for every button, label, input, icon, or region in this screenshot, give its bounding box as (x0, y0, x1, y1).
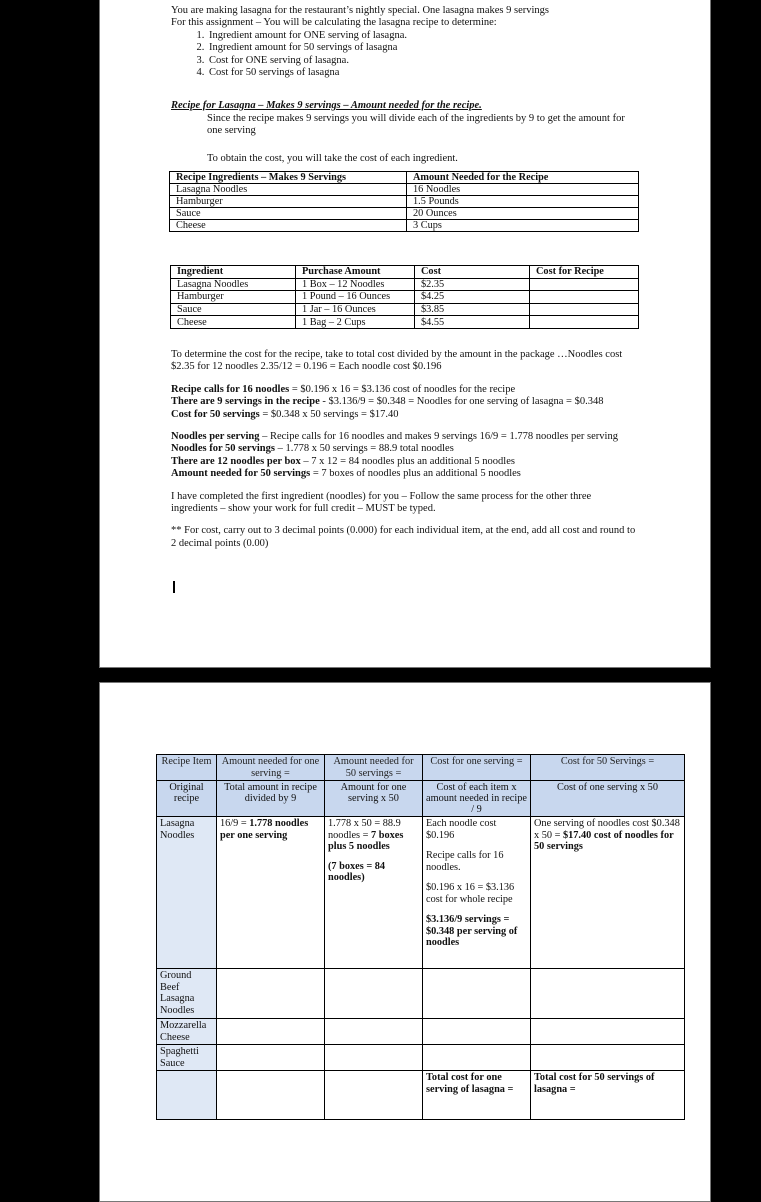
table-cell: 1 Jar – 16 Ounces (296, 303, 415, 316)
task-list-item: 3. Cost for ONE serving of lasagna. (207, 55, 641, 67)
text-line: Each noodle cost $0.196 (426, 818, 497, 841)
table-cell: $4.25 (415, 291, 530, 304)
text-span: - $3.136/9 = $0.348 = Noodles for one serving of lasagna = $0.348 (319, 396, 604, 408)
subheader-cell: Cost of one serving x 50 (531, 781, 685, 817)
bold-text: (7 boxes = 84 noodles) (328, 860, 386, 883)
table-row (170, 184, 639, 196)
bold-text: Noodles for 50 servings (171, 443, 275, 455)
table-cell: $2.35 (415, 278, 530, 291)
table-row (157, 969, 685, 1019)
table-header: Amount Needed for the Recipe (407, 172, 639, 184)
cost-fifty-servings-cell (531, 817, 685, 969)
bold-text: $17.40 cost of noodles for 50 servings (534, 829, 674, 852)
item-cell: Ground Beef Lasagna Noodles (157, 969, 217, 1019)
empty-cell[interactable] (423, 1019, 531, 1045)
table-cell: 1 Box – 12 Noodles (296, 278, 415, 291)
table-cell (530, 291, 639, 304)
intro-text (171, 5, 641, 79)
empty-cell[interactable] (325, 969, 423, 1019)
header-fifty-servings-amount (325, 755, 423, 781)
bold-text: 7 boxes plus 5 noodles (328, 829, 404, 852)
empty-cell[interactable] (217, 1019, 325, 1045)
subheader-cell: Total amount in recipe divided by 9 (217, 781, 325, 817)
table-row (157, 1019, 685, 1045)
item-cell: Spaghetti Sauce (157, 1045, 217, 1071)
text-span: – 7 x 12 = 84 noodles plus an additional 5 noodles (300, 455, 515, 467)
item-cell (157, 1071, 217, 1120)
intro-line-2: For this assignment – You will be calculating the lasagna recipe to determine: (171, 17, 497, 29)
text-line (171, 409, 636, 421)
table-subheader-row (157, 781, 685, 817)
table-cell: Cheese (171, 316, 296, 329)
text-span: One serving of noodles cost $0.348 x 50 = (534, 818, 680, 841)
text-line: Recipe calls for 16 noodles. (426, 850, 504, 873)
table-cell: 1.5 Pounds (407, 196, 639, 208)
header-text: Cost for one serving = (430, 756, 523, 767)
header-text: Amount needed for 50 servings = (333, 756, 414, 779)
table-cell: Lasagna Noodles (171, 278, 296, 291)
text-span: – Recipe calls for 16 noodles and makes 9 servings 16/9 = 1.778 noodles per serving (259, 431, 618, 443)
table-cell: Sauce (170, 208, 407, 220)
text-line (171, 431, 636, 443)
header-text: Amount needed for one serving = (221, 756, 320, 779)
cost-one-serving-cell (423, 817, 531, 969)
table-cell (530, 316, 639, 329)
table-cell: Sauce (171, 303, 296, 316)
total-fifty-servings-cell[interactable]: Total cost for 50 servings of lasagna = (531, 1071, 685, 1120)
empty-cell[interactable] (531, 1019, 685, 1045)
bold-text: Recipe calls for 16 noodles (171, 383, 290, 395)
table-cell: 3 Cups (407, 220, 639, 232)
empty-cell[interactable] (423, 1045, 531, 1071)
table-row (157, 1045, 685, 1071)
table-row (171, 303, 639, 316)
empty-cell[interactable] (217, 1045, 325, 1071)
subheader-cell: Original recipe (157, 781, 217, 817)
task-list-item: 2. Ingredient amount for 50 servings of lasagna (207, 42, 641, 54)
table-header: Cost (415, 266, 530, 279)
text-span: 16/9 = (220, 818, 250, 829)
text-line (171, 443, 636, 455)
total-one-serving-cell[interactable]: Total cost for one serving of lasagna = (423, 1071, 531, 1120)
recipe-note: Since the recipe makes 9 servings you will divide each of the ingredients by 9 to get the amount for one serving (207, 113, 625, 137)
paragraph-instructions: I have completed the first ingredient (noodles) for you – Follow the same process for the other three ingredients – show your work for full credit – MUST be typed. (171, 490, 592, 515)
table-cell: Hamburger (171, 291, 296, 304)
intro-line-1: You are making lasagna for the restaurant’s nightly special. One lasagna makes 9 servings (171, 5, 549, 16)
empty-cell[interactable] (325, 1071, 423, 1120)
item-cell: Lasagna Noodles (157, 817, 217, 969)
paragraph-noodle-cost: To determine the cost for the recipe, take to total cost divided by the amount in the package …Noodles cost $2.35 for 12 noodles 2.35/12 = 0.196 = Each noodle cost $0.196 (171, 349, 623, 373)
document-page-1 (99, 0, 711, 668)
table-row (170, 208, 639, 220)
paragraph-noodle-amounts (171, 431, 636, 481)
item-cell: Mozzarella Cheese (157, 1019, 217, 1045)
cost-note: To obtain the cost, you will take the cost of each ingredient. (207, 153, 458, 164)
bold-text: Noodles per serving (171, 431, 260, 443)
header-cost-fifty-servings (531, 755, 685, 781)
table-cell: Hamburger (170, 196, 407, 208)
text-span: = $0.348 x 50 servings = $17.40 (259, 408, 399, 420)
table-cell: 16 Noodles (407, 184, 639, 196)
task-list (171, 30, 641, 80)
table-row-noodles (157, 817, 685, 969)
table-header: Ingredient (171, 266, 296, 279)
table-cell (530, 278, 639, 291)
subheader-cell: Cost of each item x amount needed in recipe / 9 (423, 781, 531, 817)
text-line (171, 384, 636, 396)
empty-cell[interactable] (423, 969, 531, 1019)
table-cell: Cheese (170, 220, 407, 232)
lasagna-worksheet-table (156, 754, 685, 1120)
bold-text: $3.136/9 servings = $0.348 per serving of noodles (426, 914, 518, 948)
table-row-totals (157, 1071, 685, 1120)
text-cursor[interactable] (173, 581, 175, 593)
table-cell (530, 303, 639, 316)
table-row (171, 278, 639, 291)
subheader-cell: Amount for one serving x 50 (325, 781, 423, 817)
table-row (171, 291, 639, 304)
text-line (171, 396, 636, 408)
text-span: = $0.196 x 16 = $3.136 cost of noodles for the recipe (289, 383, 516, 395)
paragraph-rounding-note: ** For cost, carry out to 3 decimal points (0.000) for each individual item, at the end, add all cost and round to 2 decimal points (0.00) (171, 525, 636, 549)
table-cell: $3.85 (415, 303, 530, 316)
empty-cell[interactable] (325, 1019, 423, 1045)
text-span: = 7 boxes of noodles plus an additional 5 noodles (310, 468, 521, 480)
empty-cell[interactable] (531, 1045, 685, 1071)
bold-text: 1.778 noodles per one serving (220, 818, 309, 841)
text-span: – 1.778 x 50 servings = 88.9 total noodles (274, 443, 454, 455)
table-cell: 20 Ounces (407, 208, 639, 220)
table-cell: 1 Bag – 2 Cups (296, 316, 415, 329)
text-span: 1.778 x 50 = 88.9 noodles = (328, 818, 401, 841)
task-list-item: 4. Cost for 50 servings of lasagna (207, 67, 641, 79)
header-cost-one-serving (423, 755, 531, 781)
table-header: Cost for Recipe (530, 266, 639, 279)
table-row (171, 316, 639, 329)
header-text: Recipe Item (161, 756, 212, 767)
document-page-2 (99, 682, 711, 1202)
text-line (171, 468, 636, 480)
empty-cell[interactable] (325, 1045, 423, 1071)
table-cell: Lasagna Noodles (170, 184, 407, 196)
recipe-heading: Recipe for Lasagna – Makes 9 servings – Amount needed for the recipe. (171, 100, 482, 111)
bold-text: Cost for 50 servings (171, 408, 260, 420)
text-line: $0.196 x 16 = $3.136 cost for whole recipe (426, 882, 515, 905)
body-text (171, 349, 636, 550)
empty-cell[interactable] (217, 1071, 325, 1120)
table-header-row (157, 755, 685, 781)
table-header: Recipe Ingredients – Makes 9 Servings (170, 172, 407, 184)
bold-text: There are 12 noodles per box (171, 455, 301, 467)
empty-cell[interactable] (217, 969, 325, 1019)
bold-text: There are 9 servings in the recipe (171, 396, 320, 408)
empty-cell[interactable] (531, 969, 685, 1019)
text-line (171, 456, 636, 468)
header-text: Cost for 50 Servings = (560, 756, 655, 767)
fifty-servings-cell (325, 817, 423, 969)
table-cell: 1 Pound – 16 Ounces (296, 291, 415, 304)
paragraph-recipe-cost (171, 384, 636, 421)
one-serving-cell (217, 817, 325, 969)
table-header: Purchase Amount (296, 266, 415, 279)
table-cell: $4.55 (415, 316, 530, 329)
header-recipe-item (157, 755, 217, 781)
table-row (170, 220, 639, 232)
ingredient-cost-table (170, 265, 639, 329)
task-list-item: 1. Ingredient amount for ONE serving of lasagna. (207, 30, 641, 42)
recipe-amount-table (169, 171, 639, 232)
bold-text: Amount needed for 50 servings (171, 468, 311, 480)
header-one-serving-amount (217, 755, 325, 781)
table-row (170, 196, 639, 208)
